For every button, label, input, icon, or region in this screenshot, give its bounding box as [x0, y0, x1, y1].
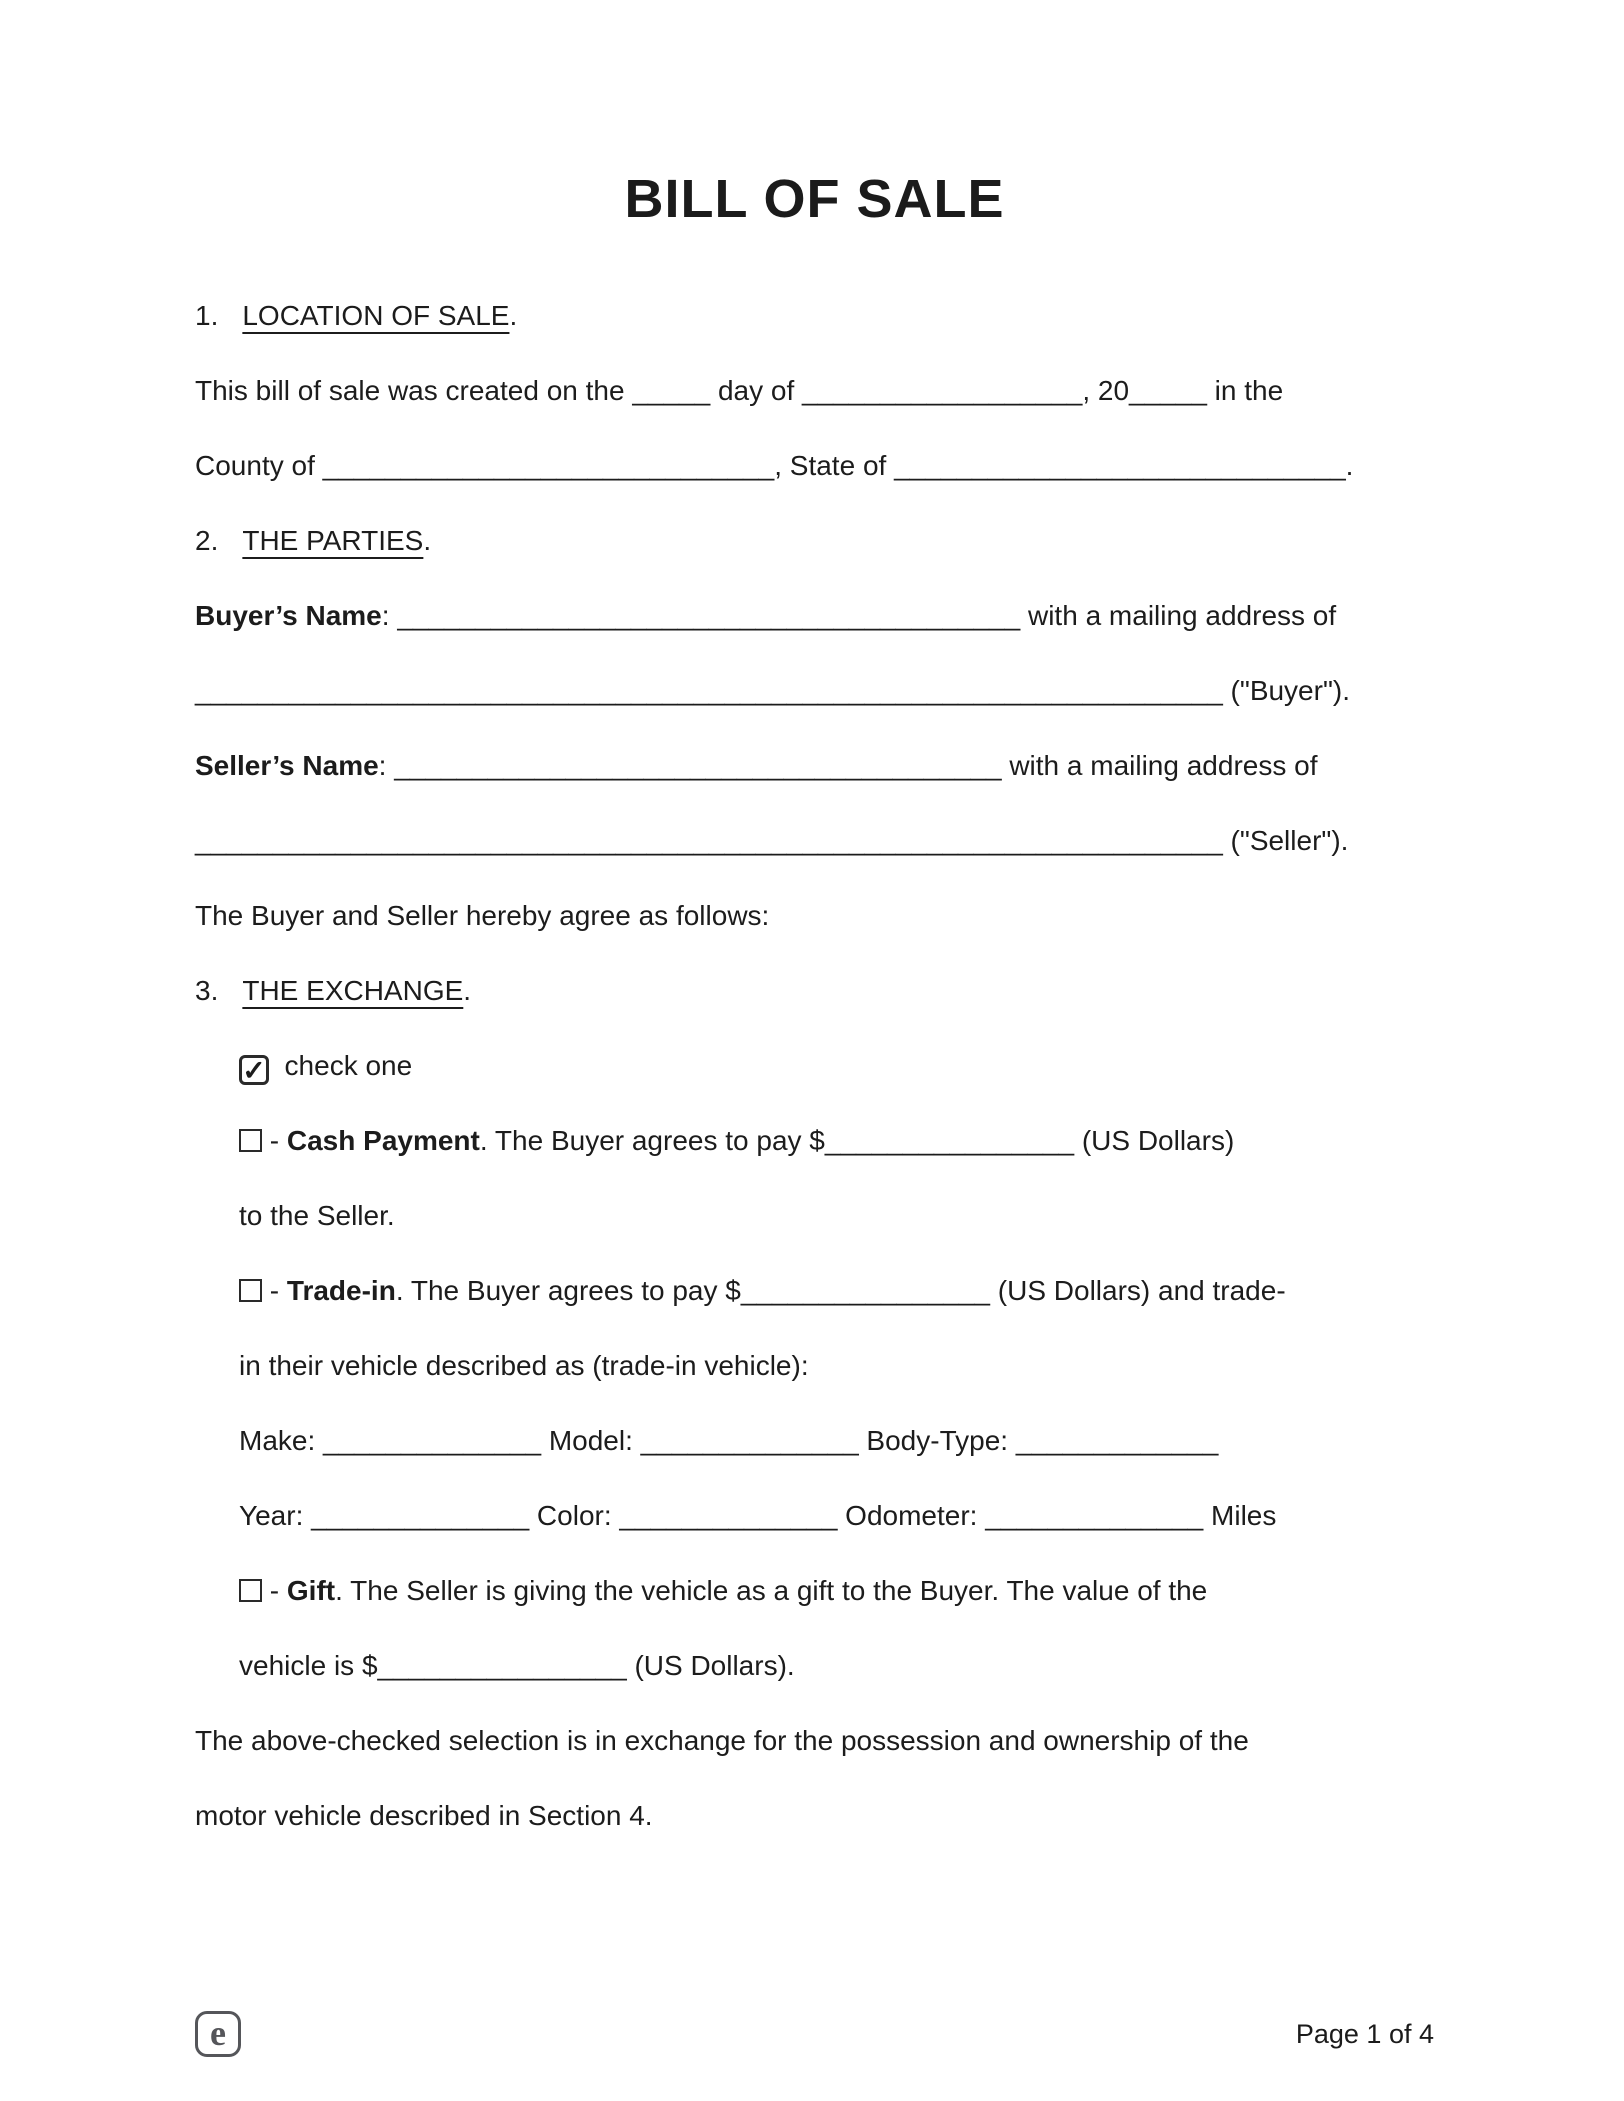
text: __________________________________________________________________ ("Buyer").	[195, 675, 1350, 706]
text: vehicle is $________________ (US Dollars).	[239, 1650, 795, 1681]
checkbox-checked-icon[interactable]: ✓	[239, 1055, 269, 1085]
text: motor vehicle described in Section 4.	[195, 1800, 653, 1831]
text-line	[195, 578, 1434, 653]
text-line	[239, 1253, 1434, 1328]
text-line	[239, 1178, 1434, 1253]
text: The Buyer and Seller hereby agree as follows:	[195, 900, 770, 931]
text-line	[239, 1553, 1434, 1628]
eforms-logo-letter: e	[210, 2012, 226, 2053]
text-line	[195, 353, 1434, 428]
text: -	[262, 1125, 287, 1156]
text-line	[195, 1778, 1434, 1853]
text: check one	[269, 1050, 413, 1081]
text: in their vehicle described as (trade-in vehicle):	[239, 1350, 809, 1381]
text: -	[262, 1275, 287, 1306]
location-paragraph	[195, 353, 1434, 503]
option-gift	[195, 1553, 1434, 1703]
text-line	[239, 1403, 1434, 1478]
text: -	[262, 1575, 287, 1606]
text: : ________________________________________ with a mailing address of	[381, 600, 1337, 631]
text: . The Buyer agrees to pay $________________ (US Dollars)	[479, 1125, 1235, 1156]
text: __________________________________________________________________ ("Seller").	[195, 825, 1349, 856]
agreement-paragraph	[195, 878, 1434, 953]
section-heading-location	[195, 278, 1434, 353]
text-line	[239, 1328, 1434, 1403]
eforms-logo	[195, 2011, 241, 2057]
text-line	[239, 1628, 1434, 1703]
section-heading-exchange	[195, 953, 1434, 1028]
text-line	[195, 878, 1434, 953]
bold-text: Buyer’s Name	[195, 600, 382, 631]
section-number: 2.	[195, 525, 219, 556]
trade-in-vehicle-fields	[195, 1403, 1434, 1553]
section-heading-text: LOCATION OF SALE	[242, 300, 510, 331]
closing-paragraph	[195, 1703, 1434, 1853]
text: . The Buyer agrees to pay $________________ (US Dollars) and trade-	[395, 1275, 1286, 1306]
text: : _______________________________________ with a mailing address of	[378, 750, 1318, 781]
text-line	[195, 803, 1434, 878]
text: Year: ______________ Color: ______________ Odometer: ______________ Miles	[239, 1500, 1277, 1531]
bold-text: Trade-in	[286, 1275, 396, 1306]
option-trade-in	[195, 1253, 1434, 1403]
text-line	[239, 1478, 1434, 1553]
page-footer	[195, 2011, 1434, 2057]
page-number-label: Page 1 of 4	[1295, 2018, 1434, 2049]
section-heading-text: THE PARTIES	[242, 525, 424, 556]
text: to the Seller.	[239, 1200, 395, 1231]
heading-line	[195, 503, 1434, 578]
option-cash-payment	[195, 1103, 1434, 1253]
text-line	[195, 428, 1434, 503]
text-line	[195, 728, 1434, 803]
heading-line	[195, 953, 1434, 1028]
section-heading-text: THE EXCHANGE	[242, 975, 464, 1006]
section-heading-suffix: .	[463, 975, 472, 1006]
bold-text: Cash Payment	[286, 1125, 480, 1156]
document-body	[195, 278, 1434, 1853]
text-line	[239, 1103, 1434, 1178]
text-line	[239, 1028, 1434, 1103]
bold-text: Seller’s Name	[195, 750, 379, 781]
buyer-paragraph	[195, 578, 1434, 728]
checkbox-unchecked-icon[interactable]	[239, 1279, 262, 1302]
heading-line	[195, 278, 1434, 353]
text: County of _____________________________, State of _____________________________.	[195, 450, 1354, 481]
bold-text: Gift	[286, 1575, 336, 1606]
checkbox-unchecked-icon[interactable]	[239, 1129, 262, 1152]
text: This bill of sale was created on the _____ day of __________________, 20_____ in the	[195, 375, 1284, 406]
section-heading-parties	[195, 503, 1434, 578]
text: The above-checked selection is in exchange for the possession and ownership of the	[195, 1725, 1249, 1756]
section-heading-suffix: .	[509, 300, 518, 331]
text: . The Seller is giving the vehicle as a gift to the Buyer. The value of the	[335, 1575, 1208, 1606]
section-number: 3.	[195, 975, 219, 1006]
check-one-line	[195, 1028, 1434, 1103]
document-title: BILL OF SALE	[624, 169, 1005, 229]
text-line	[195, 1703, 1434, 1778]
seller-paragraph	[195, 728, 1434, 878]
section-heading-suffix: .	[423, 525, 432, 556]
section-number: 1.	[195, 300, 219, 331]
text: Make: ______________ Model: ______________ Body-Type: _____________	[239, 1425, 1219, 1456]
checkbox-unchecked-icon[interactable]	[239, 1579, 262, 1602]
text-line	[195, 653, 1434, 728]
